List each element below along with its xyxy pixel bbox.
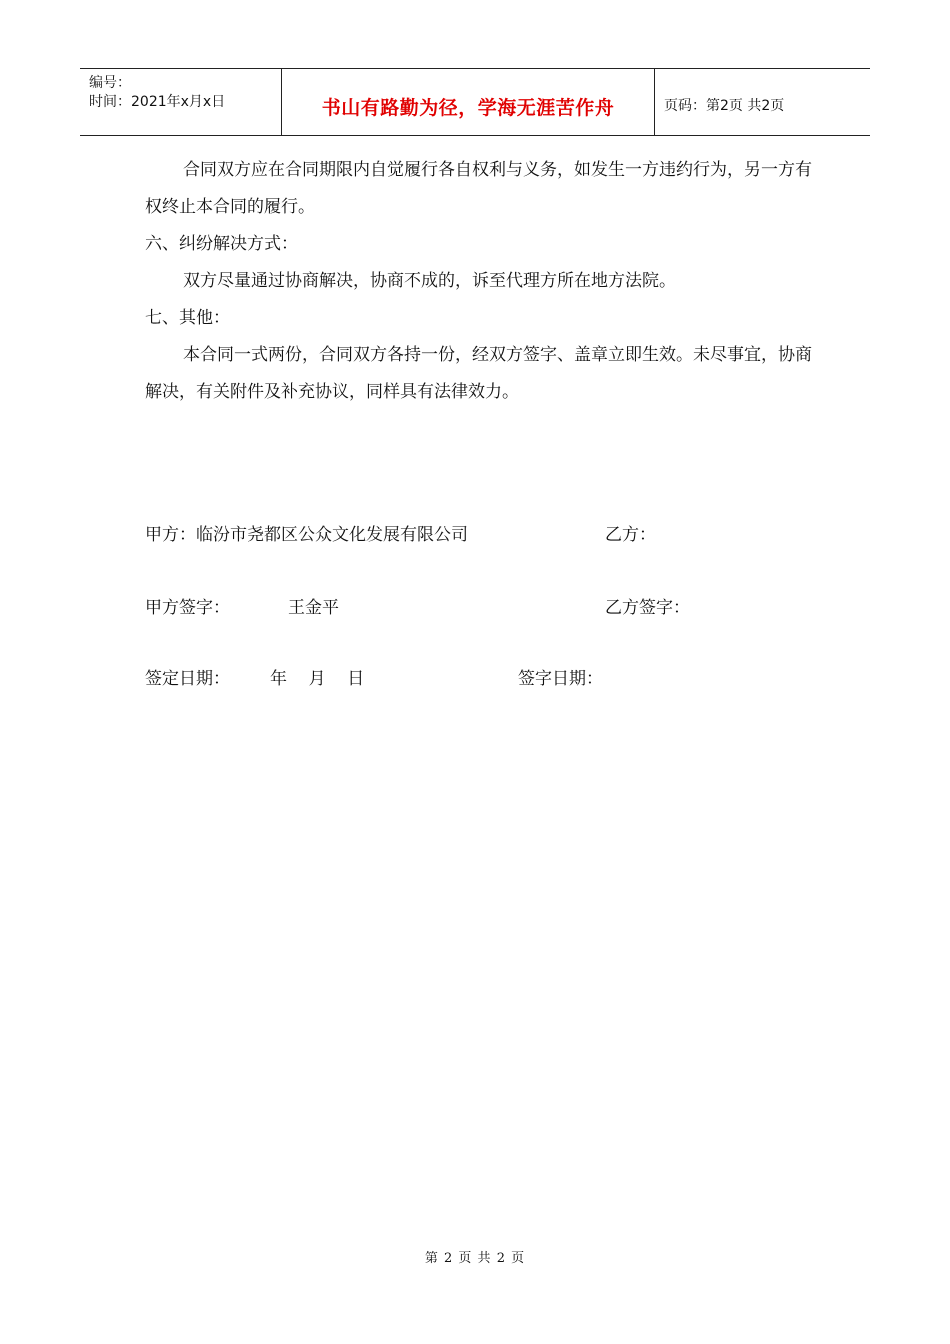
- party-b-sign-date-label: 签字日期：: [518, 669, 603, 689]
- header-motto: 书山有路勤为径，学海无涯苦作舟: [321, 97, 615, 119]
- party-b-sign-label: 乙方签字：: [605, 598, 690, 618]
- paragraph-dispute: 双方尽量通过协商解决，协商不成的，诉至代理方所在地方法院。: [183, 271, 676, 291]
- page-footer: 第 2 页 共 2 页: [424, 1251, 526, 1266]
- document-number-label: 编号：: [89, 75, 131, 91]
- header-motto-cell: [282, 69, 655, 136]
- party-a-signer: 王金平: [288, 598, 339, 618]
- party-b-name: 乙方：: [605, 525, 656, 545]
- header-page-cell: [655, 69, 870, 136]
- party-a-sign-label: 甲方签字：: [145, 598, 230, 618]
- paragraph-other: 本合同一式两份，合同双方各持一份，经双方签字、盖章立即生效。未尽事宜，协商解决，有关附件及补充协议，同样具有法律效力。: [145, 345, 812, 402]
- header-left-cell: [80, 69, 282, 136]
- sign-date-blank: 年 月 日: [270, 669, 365, 689]
- header-page-number: 页码：第2页 共2页: [664, 98, 785, 114]
- section-heading-other: 七、其他：: [145, 308, 230, 328]
- section-heading-dispute: 六、纠纷解决方式：: [145, 234, 298, 254]
- party-a-name: 甲方：临汾市尧都区公众文化发展有限公司: [145, 525, 468, 545]
- page-header: [80, 68, 870, 136]
- sign-date-label: 签定日期：: [145, 669, 230, 689]
- document-time-label: 时间：2021年x月x日: [89, 94, 226, 110]
- contract-body: [145, 152, 815, 411]
- paragraph-obligations: 合同双方应在合同期限内自觉履行各自权利与义务，如发生一方违约行为，另一方有权终止本合同的履行。: [145, 160, 812, 217]
